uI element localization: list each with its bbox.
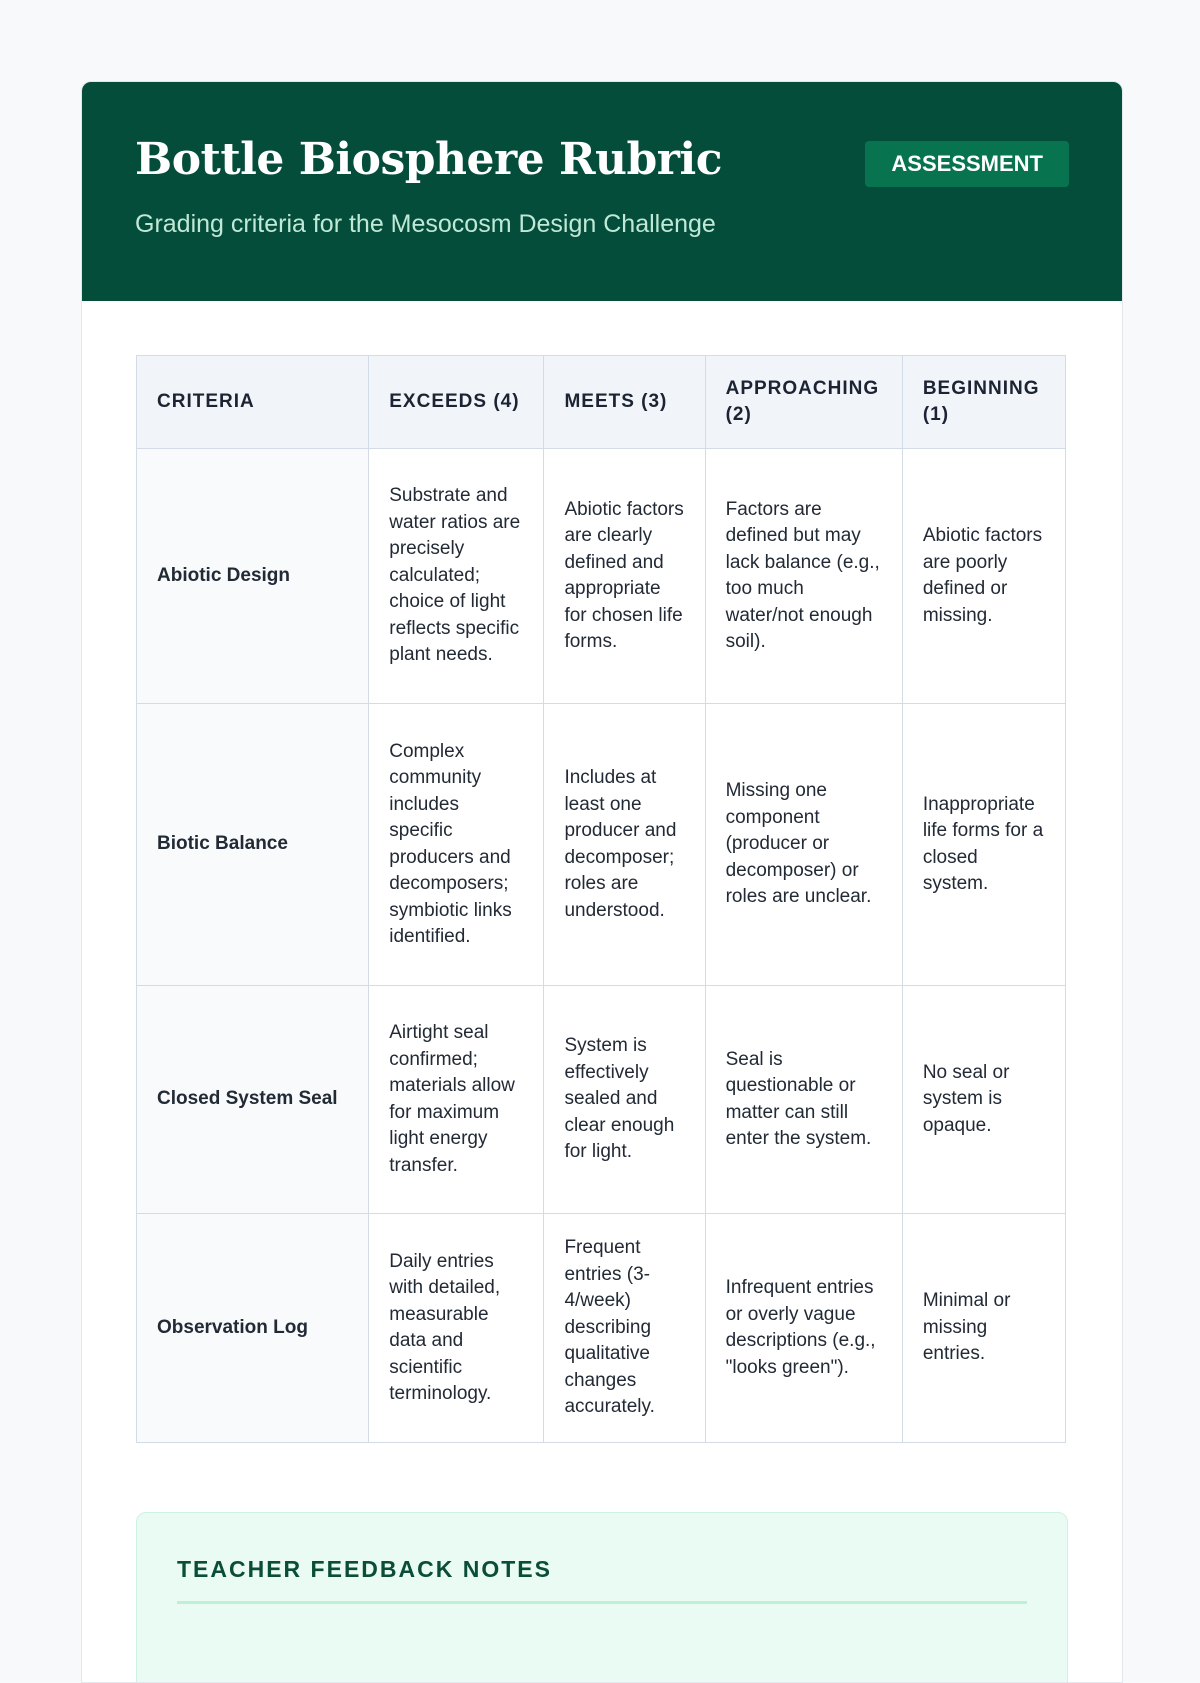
descriptor-cell: Daily entries with detailed, measurable data and scientific terminology. <box>369 1214 544 1443</box>
column-header: EXCEEDS (4) <box>369 356 544 449</box>
feedback-title: TEACHER FEEDBACK NOTES <box>177 1556 552 1582</box>
criteria-cell: Observation Log <box>137 1214 369 1443</box>
page-title: Bottle Biosphere Rubric <box>135 134 722 185</box>
column-header: APPROACHING (2) <box>705 356 902 449</box>
descriptor-cell: System is effectively sealed and clear enough for light. <box>544 986 705 1214</box>
teacher-feedback-section <box>136 1512 1068 1683</box>
table-header-row <box>137 356 1066 449</box>
descriptor-cell: Seal is questionable or matter can still enter the system. <box>705 986 902 1214</box>
descriptor-cell: Complex community includes specific producers and decomposers; symbiotic links identified. <box>369 704 544 986</box>
descriptor-cell: No seal or system is opaque. <box>902 986 1065 1214</box>
rubric-card <box>81 81 1123 1683</box>
descriptor-cell: Inappropriate life forms for a closed system. <box>902 704 1065 986</box>
table-row <box>137 449 1066 704</box>
table-row <box>137 1214 1066 1443</box>
header <box>82 82 1122 301</box>
rubric-table <box>136 355 1066 1443</box>
column-header: CRITERIA <box>137 356 369 449</box>
criteria-cell: Biotic Balance <box>137 704 369 986</box>
criteria-cell: Closed System Seal <box>137 986 369 1214</box>
descriptor-cell: Airtight seal confirmed; materials allow for maximum light energy transfer. <box>369 986 544 1214</box>
column-header: BEGINNING (1) <box>902 356 1065 449</box>
table-row <box>137 704 1066 986</box>
descriptor-cell: Includes at least one producer and decomposer; roles are understood. <box>544 704 705 986</box>
descriptor-cell: Substrate and water ratios are precisely calculated; choice of light reflects specific plant needs. <box>369 449 544 704</box>
descriptor-cell: Missing one component (producer or decomposer) or roles are unclear. <box>705 704 902 986</box>
descriptor-cell: Minimal or missing entries. <box>902 1214 1065 1443</box>
divider <box>177 1601 1027 1604</box>
descriptor-cell: Abiotic factors are clearly defined and appropriate for chosen life forms. <box>544 449 705 704</box>
table-row <box>137 986 1066 1214</box>
descriptor-cell: Factors are defined but may lack balance (e.g., too much water/not enough soil). <box>705 449 902 704</box>
descriptor-cell: Frequent entries (3-4/week) describing qualitative changes accurately. <box>544 1214 705 1443</box>
page-subtitle: Grading criteria for the Mesocosm Design Challenge <box>135 210 716 238</box>
assessment-badge: ASSESSMENT <box>865 141 1069 187</box>
descriptor-cell: Infrequent entries or overly vague descriptions (e.g., "looks green"). <box>705 1214 902 1443</box>
column-header: MEETS (3) <box>544 356 705 449</box>
descriptor-cell: Abiotic factors are poorly defined or missing. <box>902 449 1065 704</box>
criteria-cell: Abiotic Design <box>137 449 369 704</box>
